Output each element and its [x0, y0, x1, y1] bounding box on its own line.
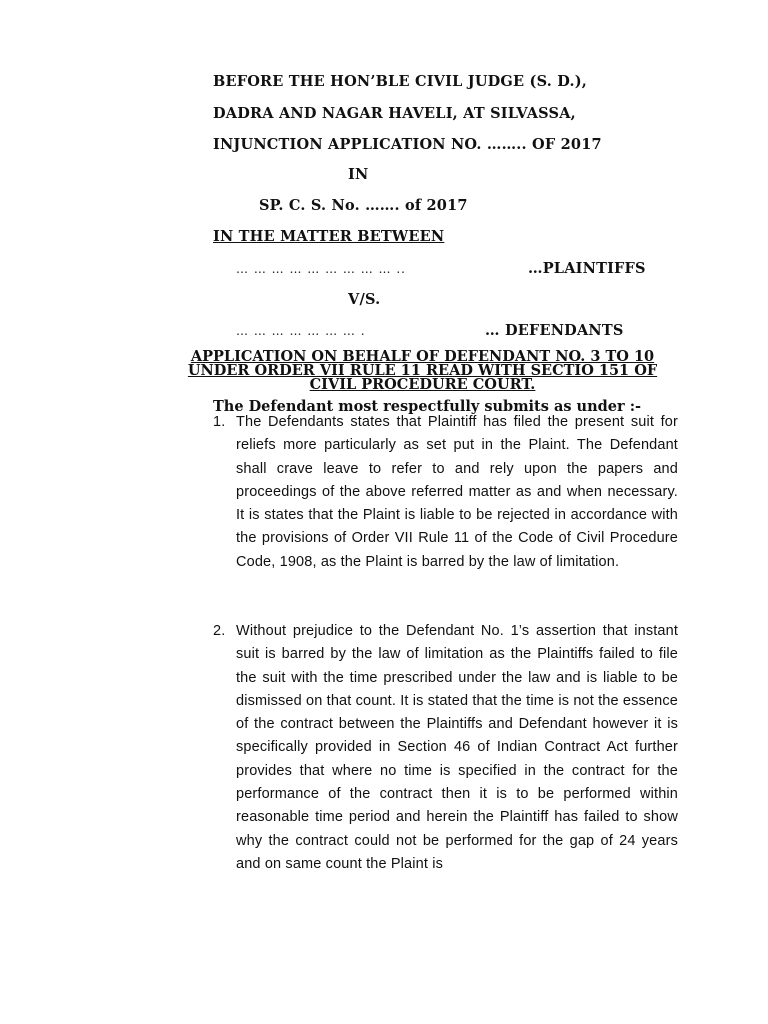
plaintiff-name-placeholder: … … … … … … … … … ..	[236, 262, 406, 276]
paragraph-text: Without prejudice to the Defendant No. 1’s assertion that instant suit is barred by the law of limitation as the Plaintiffs failed to file the suit with the time prescribed under the law and is liable to be dismissed on that count. It is stated that the time is not the essence of the contract between the Plaintiffs and Defendant however it is specifically provided in Section 46 of Indian Contract Act further provides that where no time is specified in the contract for the performance of the contract then it is to be performed within reasonable time period and herein the Plaintiff has failed to show why the contract could not be performed for the gap of 24 years and on same count the Plaint is	[236, 623, 678, 872]
court-heading: BEFORE THE HON’BLE CIVIL JUDGE (S. D.),	[213, 73, 588, 90]
defendant-name-placeholder: … … … … … … … .	[236, 324, 366, 338]
paragraph-text: The Defendants states that Plaintiff has filed the present suit for reliefs more particularly as set put in the Plaint. The Defendant shall crave leave to refer to and rely upon the papers and proceedings of the above referred matter as and when necessary. It is states that the Plaint is liable to be rejected in accordance with the provisions of Order VII Rule 11 of the Code of Civil Procedure Code, 1908, as the Plaint is barred by the law of limitation.	[236, 414, 678, 570]
paragraph-number: 1.	[213, 414, 226, 430]
plaintiff-label: …PLAINTIFFS	[528, 260, 646, 277]
paragraph-2	[213, 620, 678, 876]
application-title-line: UNDER ORDER VII RULE 11 READ WITH SECTIO 151 OF	[187, 362, 658, 379]
in-word: IN	[348, 166, 369, 183]
paragraph-1	[213, 411, 678, 574]
versus-label: V/S.	[348, 291, 381, 308]
place-heading: DADRA AND NAGAR HAVELI, AT SILVASSA,	[213, 105, 576, 122]
application-title-line: APPLICATION ON BEHALF OF DEFENDANT NO. 3 TO 10	[190, 348, 655, 365]
matter-heading: IN THE MATTER BETWEEN	[213, 228, 445, 245]
application-title	[170, 350, 675, 392]
application-number: INJUNCTION APPLICATION NO. …….. OF 2017	[213, 136, 602, 153]
intro-statement: The Defendant most respectfully submits as under :-	[213, 398, 642, 415]
defendant-label: … DEFENDANTS	[485, 322, 624, 339]
paragraph-number: 2.	[213, 623, 226, 639]
suit-number: SP. C. S. No. ……. of 2017	[259, 197, 468, 214]
application-title-line: CIVIL PROCEDURE COURT.	[309, 376, 536, 393]
